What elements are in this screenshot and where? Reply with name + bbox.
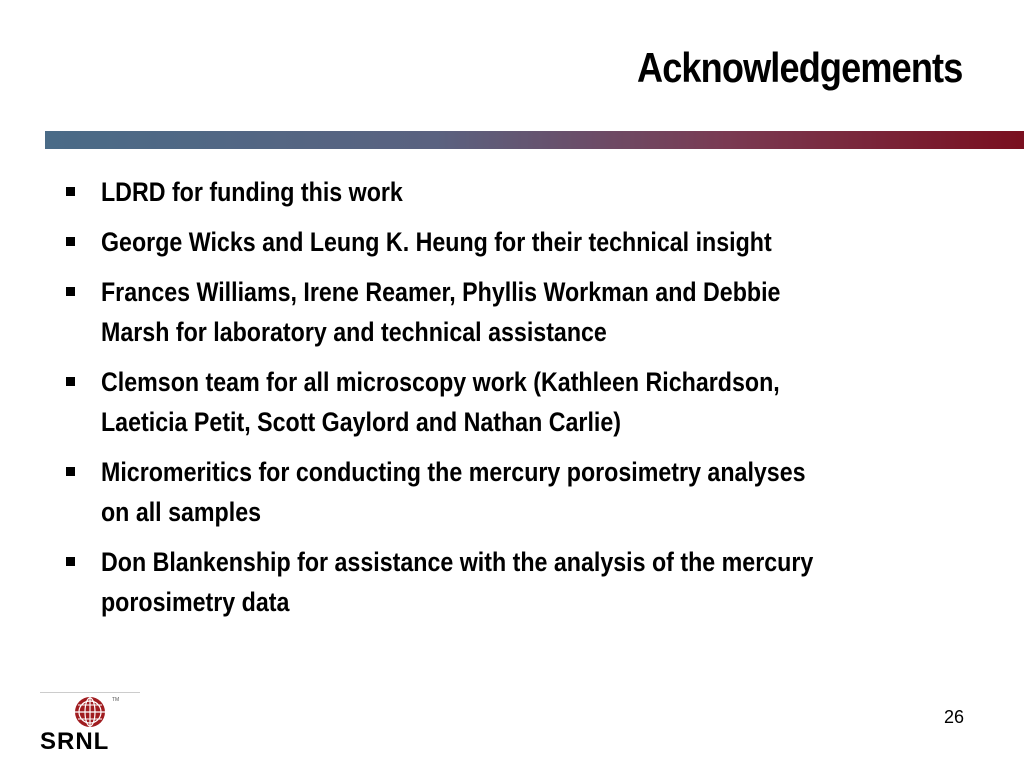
title-divider-gradient: [45, 131, 1020, 149]
square-bullet-icon: [66, 237, 75, 246]
list-item: [62, 272, 982, 352]
square-bullet-icon: [66, 467, 75, 476]
list-item: [62, 222, 982, 262]
bullet-line: Marsh for laboratory and technical assistance: [101, 317, 607, 347]
bullet-line: on all samples: [101, 497, 262, 527]
list-item: [62, 452, 982, 532]
acknowledgements-list: [62, 172, 982, 632]
title-divider-cap: [1020, 131, 1024, 149]
bullet-line: Micromeritics for conducting the mercury porosimetry analyses: [101, 457, 806, 487]
bullet-line: LDRD for funding this work: [101, 177, 403, 207]
square-bullet-icon: [66, 557, 75, 566]
list-item: [62, 542, 982, 622]
globe-icon: [40, 692, 142, 732]
bullet-line: Clemson team for all microscopy work (Kathleen Richardson,: [101, 367, 780, 397]
bullet-line: Laeticia Petit, Scott Gaylord and Nathan Carlie): [101, 407, 621, 437]
bullet-line: Frances Williams, Irene Reamer, Phyllis Workman and Debbie: [101, 277, 781, 307]
page-number: 26: [943, 707, 964, 727]
square-bullet-icon: [66, 287, 75, 296]
bullet-line: porosimetry data: [101, 587, 290, 617]
srnl-logo: [40, 692, 142, 755]
slide-title: Acknowledgements: [636, 44, 962, 91]
square-bullet-icon: [66, 377, 75, 386]
bullet-line: George Wicks and Leung K. Heung for their technical insight: [101, 227, 772, 257]
title-divider-bar: [45, 131, 1024, 149]
list-item: [62, 172, 982, 212]
trademark-mark: TM: [112, 697, 120, 703]
bullet-line: Don Blankenship for assistance with the analysis of the mercury: [101, 547, 814, 577]
square-bullet-icon: [66, 187, 75, 196]
logo-wordmark: SRNL: [40, 728, 110, 755]
list-item: [62, 362, 982, 442]
